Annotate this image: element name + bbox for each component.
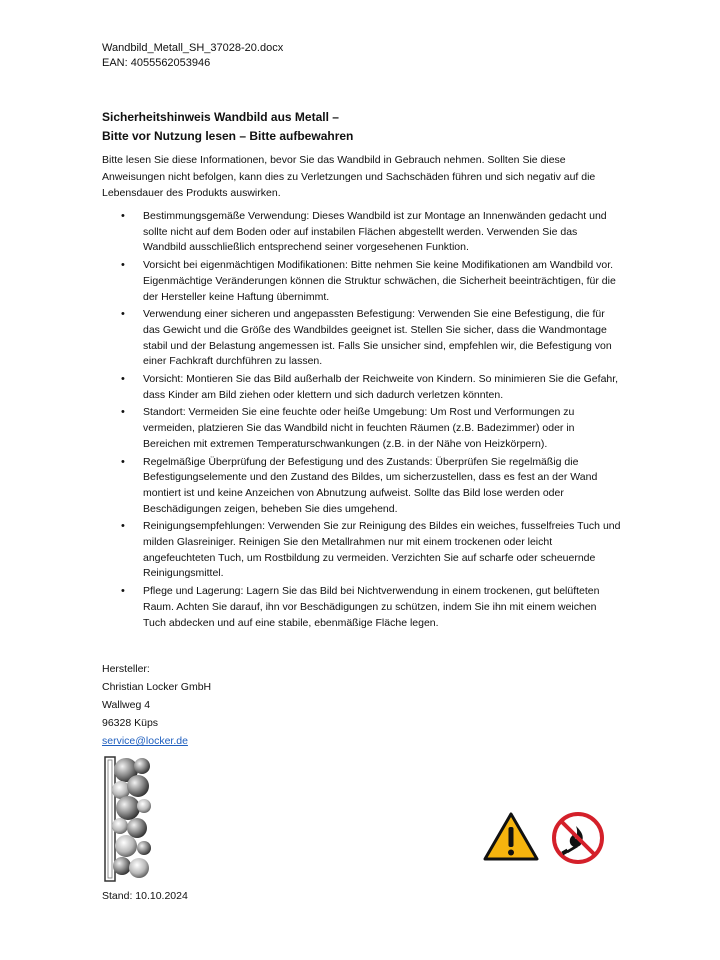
list-item: • Bestimmungsgemäße Verwendung: Dieses Wandbild ist zur Montage an Innenwänden gedacht und sollte nicht auf dem Boden oder auf instabilen Flächen abgestellt werden. Verwenden Sie das Wandbild ausschließlich entsprechend seiner vorgesehenen Funktion. (102, 209, 622, 256)
manufacturer-city: 96328 Küps (102, 717, 159, 729)
list-item: • Regelmäßige Überprüfung der Befestigung und des Zustands: Überprüfen Sie regelmäßig die Befestigungselemente und den Zustand des Bildes, um sicherzustellen, dass es fest an der Wand montiert ist und keine Anzeichen von Abnutzung aufweist. Sollte das Bild lose werden oder Beschädigungen zeigen, beheben Sie dies umgehend. (102, 455, 622, 518)
list-item: • Vorsicht bei eigenmächtigen Modifikationen: Bitte nehmen Sie keine Modifikationen am Wandbild vor. Eigenmächtige Veränderungen können die Struktur schwächen, die Sicherheit beeinträchtigen, für die der Hersteller keine Haftung übernimmt. (102, 258, 622, 305)
filename: Wandbild_Metall_SH_37028-20.docx (102, 42, 284, 54)
manufacturer-label: Hersteller: (102, 663, 150, 675)
manufacturer-company: Christian Locker GmbH (102, 681, 212, 693)
title-line-1: Sicherheitshinweis Wandbild aus Metall – (102, 110, 339, 124)
list-item: • Reinigungsempfehlungen: Verwenden Sie zur Reinigung des Bildes ein weiches, fusselfreies Tuch und milden Glasreiniger. Reinigen Sie den Metallrahmen nur mit einem trockenen oder leicht angefeuchteten Tuch, um Rostbildung zu vermeiden. Verzichten Sie auf scharfe oder scheuernde Reinigungsmittel. (102, 519, 622, 582)
list-item: • Pflege und Lagerung: Lagern Sie das Bild bei Nichtverwendung in einem trockenen, gut belüfteten Raum. Achten Sie darauf, ihn vor Beschädigungen zu schützen, indem Sie ihn mit einem weichen Tuch abdecken und auf eine stabile, ebenmäßige Fläche legen. (102, 584, 622, 631)
safety-rules-list (102, 209, 622, 633)
document-title (102, 108, 353, 146)
title-line-2: Bitte vor Nutzung lesen – Bitte aufbewahren (102, 129, 354, 143)
list-item: • Standort: Vermeiden Sie eine feuchte oder heiße Umgebung: Um Rost und Verformungen zu vermeiden, platzieren Sie das Wandbild nicht in feuchten Räumen (z.B. Badezimmer) oder in Bereichen mit extremen Temperaturschwankungen (z.B. in der Nähe von Heizkörpern). (102, 405, 622, 452)
list-item: • Vorsicht: Montieren Sie das Bild außerhalb der Reichweite von Kindern. So minimieren Sie die Gefahr, dass Kinder am Bild ziehen oder klettern und sich dadurch verletzen könnten. (102, 372, 622, 403)
document-header (102, 41, 283, 71)
manufacturer-street: Wallweg 4 (102, 699, 151, 711)
no-open-flame-icon (552, 812, 604, 864)
ean-code: EAN: 4055562053946 (102, 57, 211, 69)
manufacturer-email-link[interactable]: service@locker.de (102, 735, 188, 747)
manufacturer-block (102, 660, 211, 750)
warning-triangle-icon (483, 812, 539, 862)
metal-wall-art-image (104, 756, 152, 882)
intro-paragraph: Bitte lesen Sie diese Informationen, bevor Sie das Wandbild in Gebrauch nehmen. Sollten Sie diese Anweisungen nicht befolgen, kann dies zu Verletzungen und Sachschäden führen und sich negativ auf die Lebensdauer des Produkts auswirken. (102, 154, 596, 199)
document-date: Stand: 10.10.2024 (102, 890, 188, 902)
list-item: • Verwendung einer sicheren und angepassten Befestigung: Verwenden Sie eine Befestigung, die für das Gewicht und die Größe des Wandbildes geeignet ist. Stellen Sie sicher, dass die Wandmontage stabil und der Belastung angemessen ist. Falls Sie unsicher sind, empfehlen wir, die Befestigung von einer Fachkraft durchführen zu lassen. (102, 307, 622, 370)
